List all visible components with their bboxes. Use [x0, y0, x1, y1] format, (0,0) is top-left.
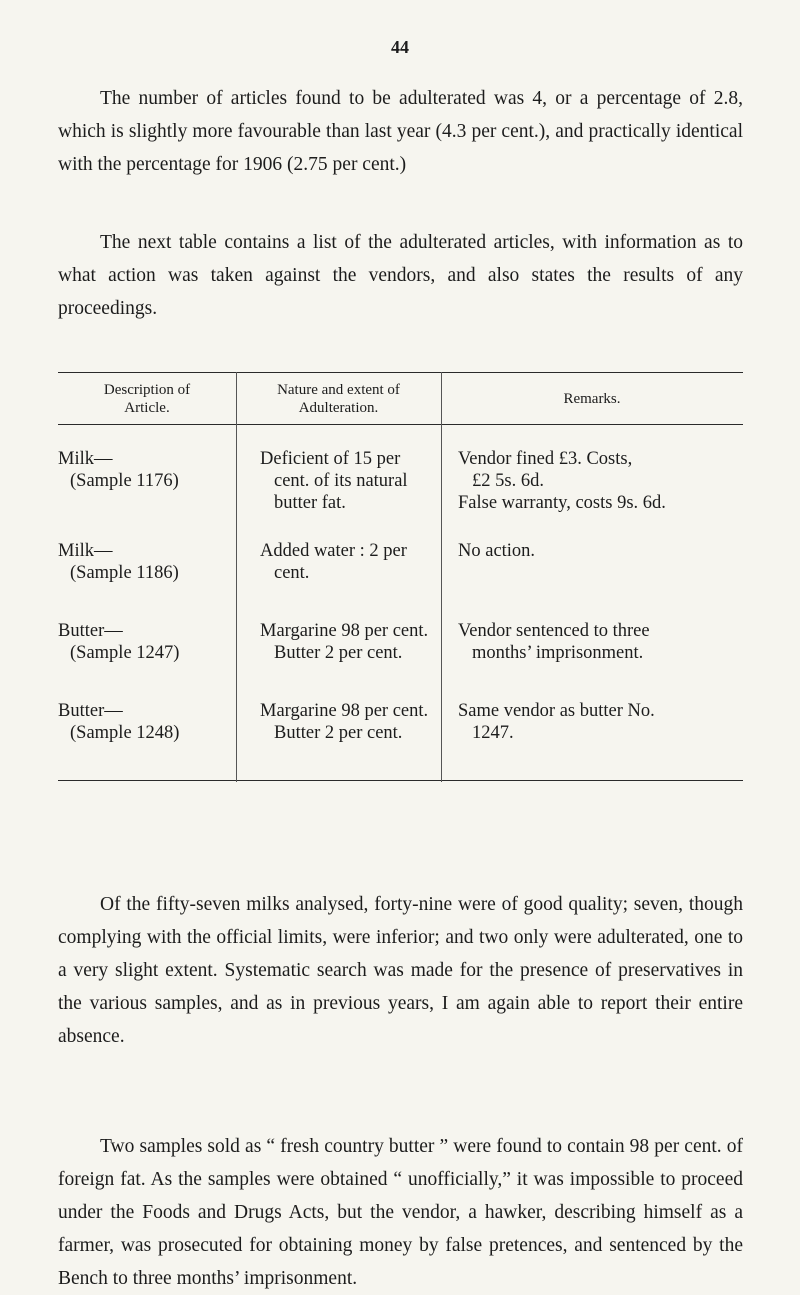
- table-top-rule: [58, 372, 743, 373]
- header-nature: Nature and extent of Adulteration.: [277, 382, 400, 416]
- row-2-description: Milk— (Sample 1186): [58, 541, 179, 583]
- page-number: 44: [391, 37, 409, 57]
- row-3-nature: Margarine 98 per cent. Butter 2 per cent.: [260, 621, 429, 663]
- row-2-remarks: No action.: [458, 541, 536, 561]
- paragraph-butter-prosecution: Two samples sold as “ fresh country butter ” were found to contain 98 per cent. of foreign fat. As the samples were obtained “ unofficially,” it was impossible to proceed under the Foods and Drugs Acts, but the vendor, a hawker, describing himself as a farmer, was prosecuted for obtaining money by false pretences, and sentenced by the Bench to three months’ imprisonment.: [58, 1136, 743, 1289]
- row-4-description: Butter— (Sample 1248): [58, 701, 180, 743]
- column-divider-1: [236, 372, 237, 782]
- row-4-remarks: Same vendor as butter No. 1247.: [458, 701, 655, 743]
- table-header-rule: [58, 424, 743, 425]
- column-divider-2: [441, 372, 442, 782]
- header-remarks: Remarks.: [563, 391, 621, 407]
- row-4-nature: Margarine 98 per cent. Butter 2 per cent.: [260, 701, 429, 743]
- row-2-nature: Added water : 2 per cent.: [260, 541, 407, 583]
- row-3-remarks: Vendor sentenced to three months’ imprisonment.: [458, 621, 650, 663]
- adulteration-table: [58, 372, 743, 782]
- table-bottom-rule: [58, 780, 743, 781]
- row-1-remarks: Vendor fined £3. Costs, £2 5s. 6d. False warranty, costs 9s. 6d.: [458, 449, 666, 513]
- row-1-description: Milk— (Sample 1176): [58, 449, 179, 491]
- row-1-nature: Deficient of 15 per cent. of its natural butter fat.: [260, 449, 408, 513]
- row-3-description: Butter— (Sample 1247): [58, 621, 180, 663]
- header-description: Description of Article.: [103, 382, 191, 416]
- paragraph-milk-analysis: Of the fifty-seven milks analysed, forty-nine were of good quality; seven, though complying with the official limits, were inferior; and two only were adulterated, one to a very slight extent. Systematic search was made for the presence of preservatives in the various samples, and as in previous years, I am again able to report their entire absence.: [58, 894, 743, 1047]
- paragraph-table-intro: The next table contains a list of the adulterated articles, with information as to what action was taken against the vendors, and also states the results of any proceedings.: [58, 232, 743, 319]
- paragraph-adulteration-percentage: The number of articles found to be adulterated was 4, or a percentage of 2.8, which is slightly more favourable than last year (4.3 per cent.), and practically identical with the percentage for 1906 (2.75 per cent.): [58, 88, 743, 175]
